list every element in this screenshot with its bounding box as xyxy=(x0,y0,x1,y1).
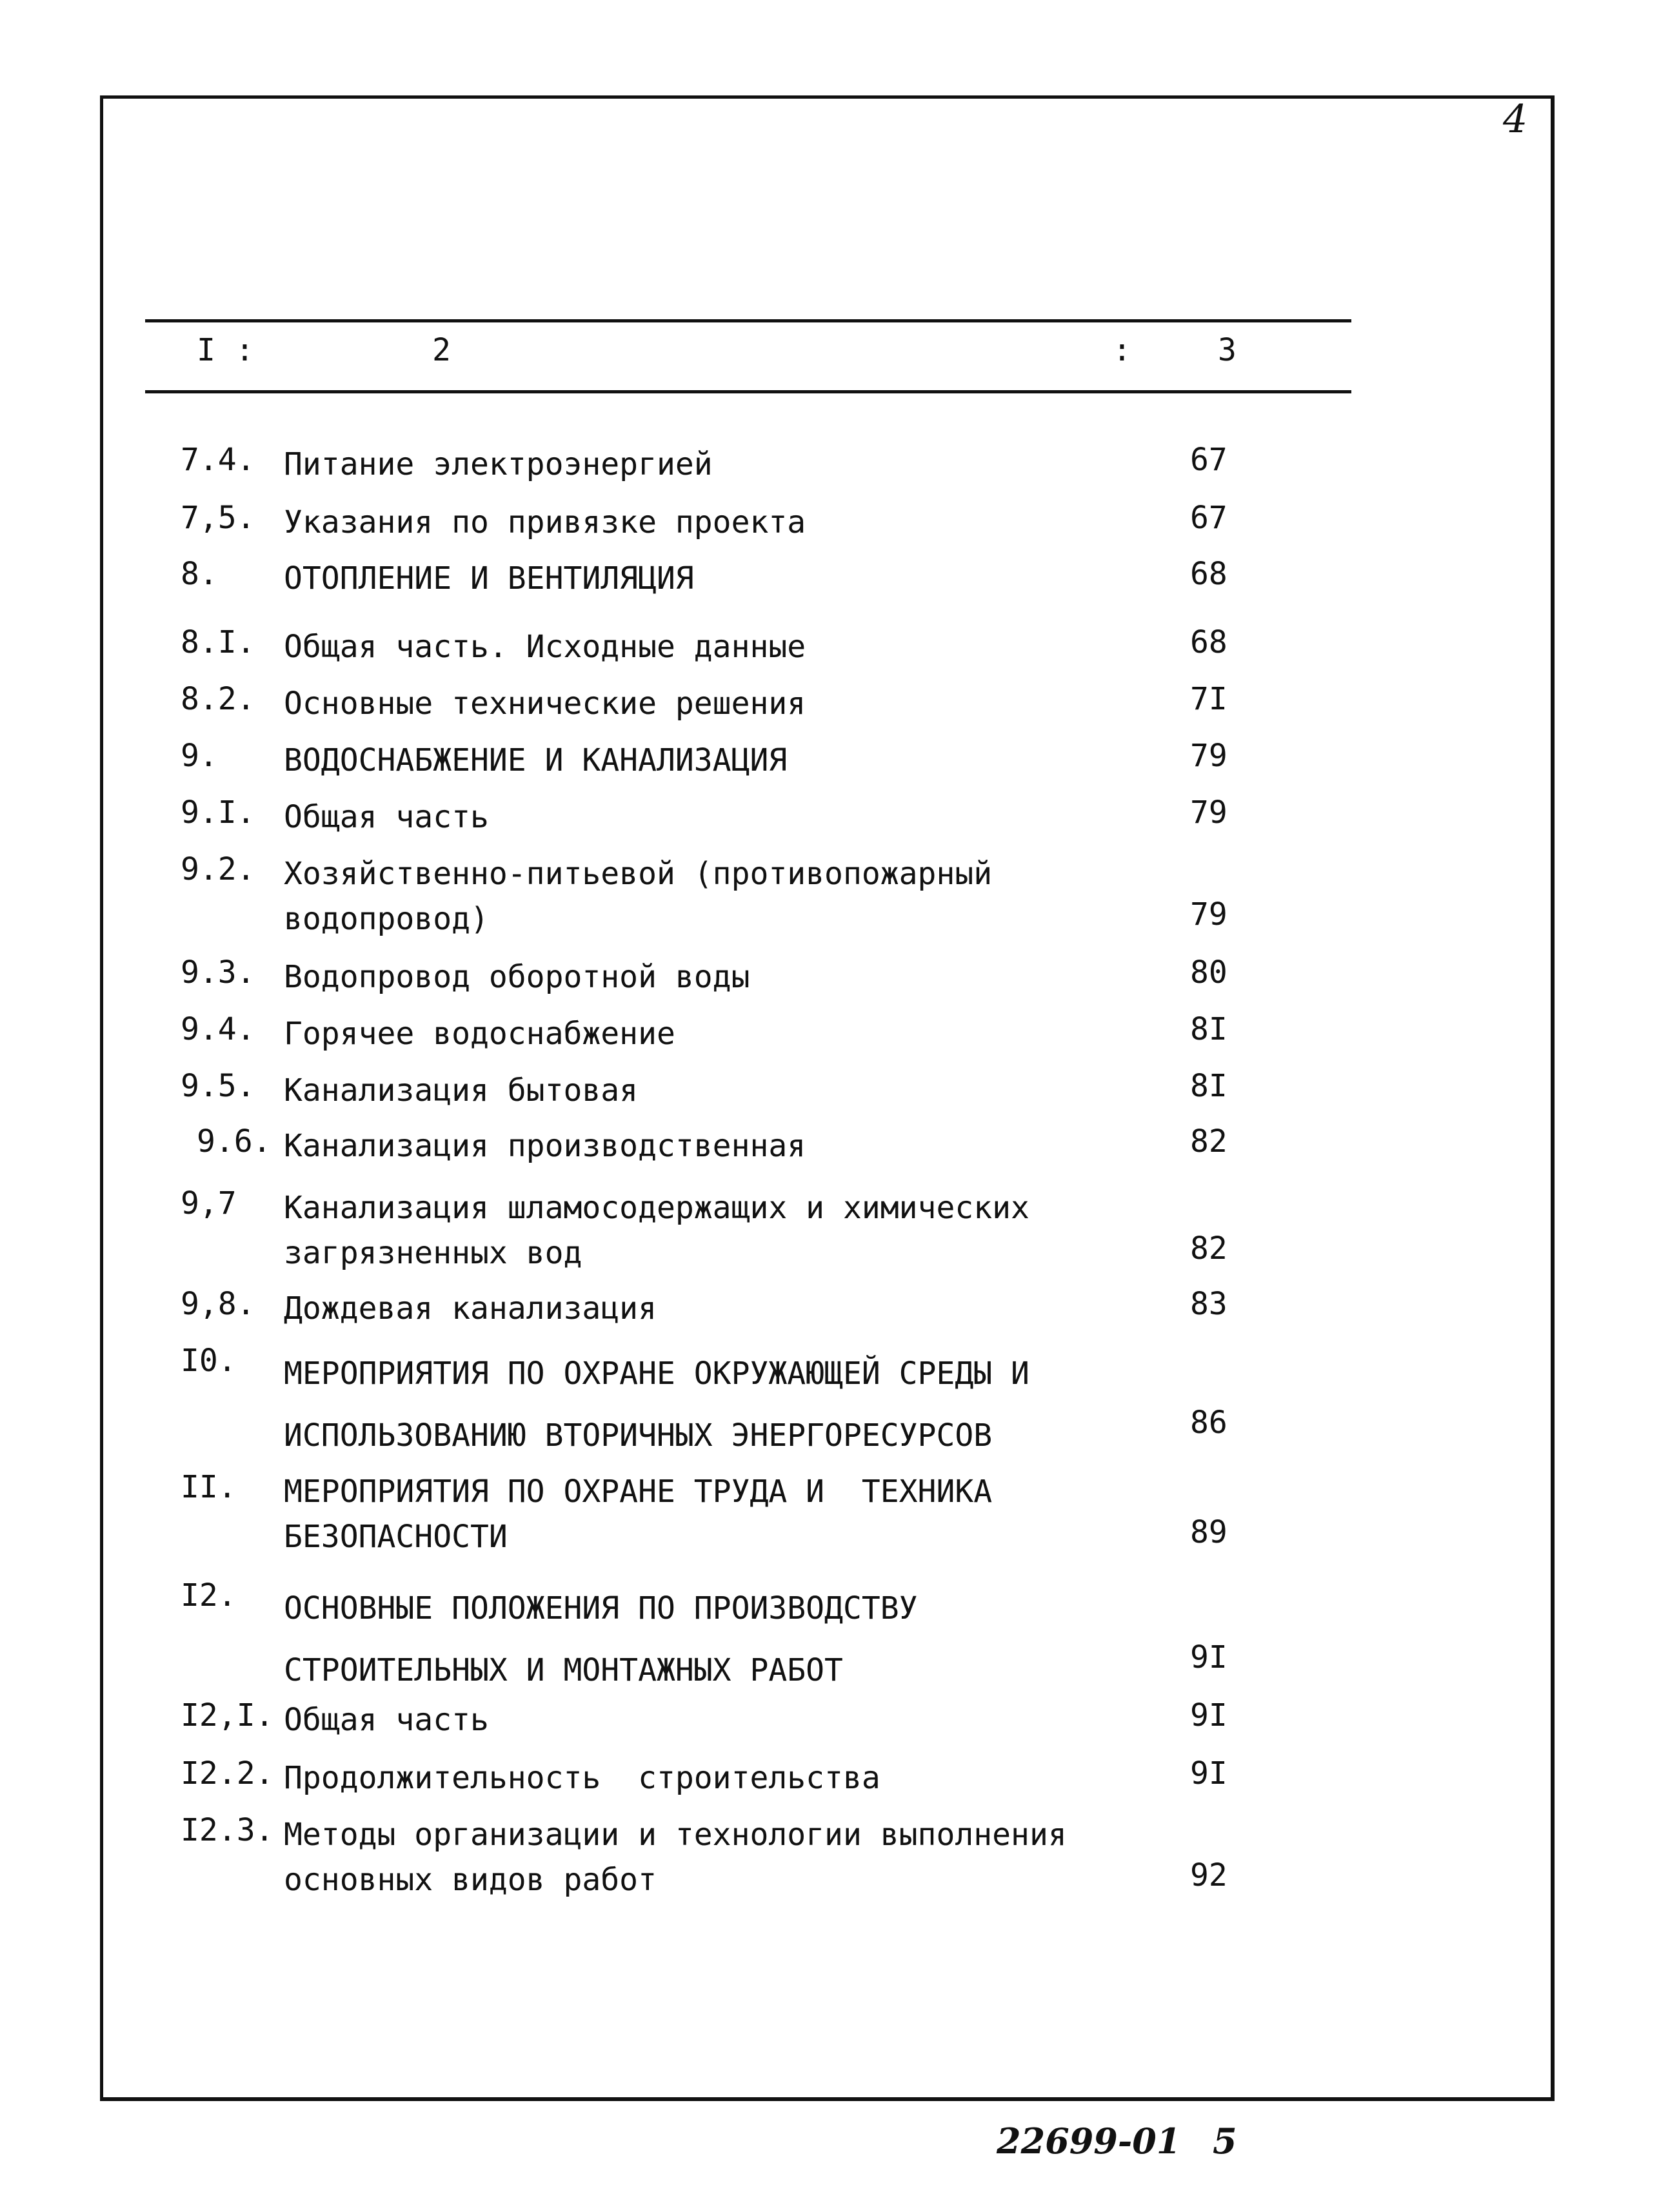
header-bottom-rule xyxy=(145,390,1351,393)
toc-number: 7,5. xyxy=(181,500,255,536)
toc-page: 8I xyxy=(1190,1011,1228,1047)
toc-number: I2.3. xyxy=(181,1812,274,1848)
toc-number: 9.2. xyxy=(181,851,255,887)
toc-page: 67 xyxy=(1190,500,1228,536)
toc-title: Дождевая канализация xyxy=(284,1290,657,1327)
toc-page: 68 xyxy=(1190,624,1228,660)
page-number: 4 xyxy=(1503,97,1528,142)
toc-page: 68 xyxy=(1190,556,1228,592)
toc-page: 83 xyxy=(1190,1286,1228,1322)
toc-page: 9I xyxy=(1190,1639,1228,1675)
toc-page: 8I xyxy=(1190,1068,1228,1104)
toc-number: II. xyxy=(181,1469,237,1505)
toc-number: I2.2. xyxy=(181,1755,274,1792)
toc-title: Питание электроэнергией xyxy=(284,446,713,482)
toc-title: Водопровод оборотной воды xyxy=(284,959,750,995)
toc-title: Хозяйственно-питьевой (противопожарный водопровод) xyxy=(284,856,993,937)
toc-title: Горячее водоснабжение xyxy=(284,1016,675,1052)
toc-title: Продолжительность строительства xyxy=(284,1760,880,1796)
toc-page: 92 xyxy=(1190,1857,1228,1893)
sheet-number: 5 xyxy=(1213,2120,1237,2162)
document-code: 22699-01 xyxy=(997,2120,1181,2162)
header-top-rule xyxy=(145,319,1351,322)
toc-number: 7.4. xyxy=(181,442,255,478)
toc-number: 8.I. xyxy=(181,624,255,660)
toc-number: 8. xyxy=(181,556,218,592)
toc-page: 82 xyxy=(1190,1230,1228,1267)
toc-title: Общая часть. Исходные данные xyxy=(284,629,806,665)
toc-number: I2,I. xyxy=(181,1697,274,1733)
header-col2: 2 xyxy=(432,332,451,368)
toc-page: 82 xyxy=(1190,1123,1228,1160)
toc-title: Методы организации и технологии выполнения основных видов работ xyxy=(284,1817,1067,1898)
toc-title: Общая часть xyxy=(284,799,489,835)
toc-title: Канализация шламосодержащих и химических загрязненных вод xyxy=(284,1190,1029,1271)
toc-title: Канализация производственная xyxy=(284,1128,806,1164)
toc-title: Общая часть xyxy=(284,1702,489,1738)
toc-title: МЕРОПРИЯТИЯ ПО ОХРАНЕ ТРУДА И ТЕХНИКА БЕЗОПАСНОСТИ xyxy=(284,1474,993,1555)
toc-title: МЕРОПРИЯТИЯ ПО ОХРАНЕ ОКРУЖАЮЩЕЙ СРЕДЫ И ИСПОЛЬЗОВАНИЮ ВТОРИЧНЫХ ЭНЕРГОРЕСУРСОВ xyxy=(284,1356,1029,1454)
toc-page: 86 xyxy=(1190,1405,1228,1441)
toc-title: Основные технические решения xyxy=(284,686,806,722)
toc-page: 9I xyxy=(1190,1697,1228,1733)
toc-number: I2. xyxy=(181,1577,237,1614)
toc-page: 89 xyxy=(1190,1514,1228,1550)
toc-page: 67 xyxy=(1190,442,1228,478)
toc-page: 9I xyxy=(1190,1755,1228,1792)
toc-page: 79 xyxy=(1190,896,1228,933)
toc-number: 9.4. xyxy=(181,1011,255,1047)
toc-page: 79 xyxy=(1190,738,1228,774)
toc-number: 9.I. xyxy=(181,795,255,831)
toc-number: 9,7 xyxy=(181,1185,237,1221)
header-sep1: : xyxy=(235,332,254,368)
toc-page: 80 xyxy=(1190,954,1228,991)
toc-title: ВОДОСНАБЖЕНИЕ И КАНАЛИЗАЦИЯ xyxy=(284,742,788,778)
toc-title: Указания по привязке проекта xyxy=(284,504,806,540)
toc-number: 9,8. xyxy=(181,1286,255,1322)
header-sep2: : xyxy=(1113,332,1131,368)
toc-title: Канализация бытовая xyxy=(284,1072,639,1109)
header-col1: I xyxy=(197,332,215,368)
toc-title: ОСНОВНЫЕ ПОЛОЖЕНИЯ ПО ПРОИЗВОДСТВУ СТРОИТЕЛЬНЫХ И МОНТАЖНЫХ РАБОТ xyxy=(284,1590,918,1688)
toc-number: 8.2. xyxy=(181,681,255,717)
toc-page: 7I xyxy=(1190,681,1228,717)
toc-number: 9.3. xyxy=(181,954,255,991)
toc-number: 9.5. xyxy=(181,1068,255,1104)
toc-number: 9.6. xyxy=(197,1123,272,1160)
toc-number: I0. xyxy=(181,1343,237,1379)
toc-number: 9. xyxy=(181,738,218,774)
header-col3: 3 xyxy=(1218,332,1237,368)
toc-page: 79 xyxy=(1190,795,1228,831)
toc-title: ОТОПЛЕНИЕ И ВЕНТИЛЯЦИЯ xyxy=(284,560,694,597)
